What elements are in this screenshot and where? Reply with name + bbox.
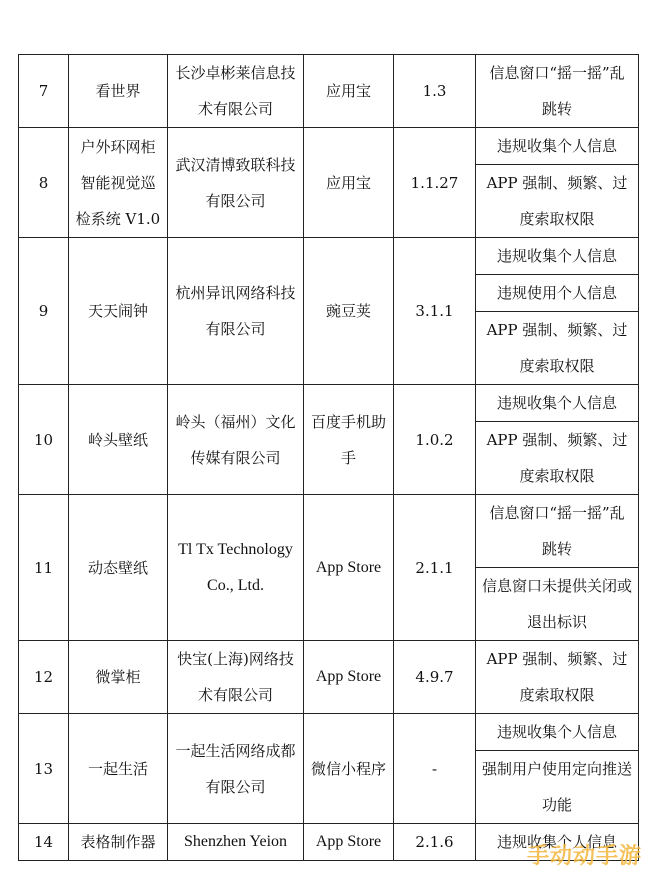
violation-issue: 信息窗口“摇一摇”乱跳转: [476, 495, 639, 568]
violation-issue: 违规收集个人信息: [476, 385, 639, 422]
app-name: 微掌柜: [69, 641, 168, 714]
row-number: 10: [19, 385, 69, 495]
app-name: 动态壁纸: [69, 495, 168, 641]
table-row: [19, 385, 639, 422]
app-version: -: [394, 714, 476, 824]
app-name: 天天闹钟: [69, 238, 168, 385]
table-row: [19, 714, 639, 751]
row-number: 14: [19, 824, 69, 861]
violation-issue: 违规收集个人信息: [476, 824, 639, 861]
app-violation-table: [18, 54, 639, 861]
developer-company: 长沙卓彬莱信息技术有限公司: [168, 55, 304, 128]
row-number: 9: [19, 238, 69, 385]
violation-issue: 违规使用个人信息: [476, 275, 639, 312]
app-version: 3.1.1: [394, 238, 476, 385]
violation-issue: 违规收集个人信息: [476, 128, 639, 165]
app-name: 岭头壁纸: [69, 385, 168, 495]
violation-issue: 违规收集个人信息: [476, 714, 639, 751]
violation-issue: 信息窗口“摇一摇”乱跳转: [476, 55, 639, 128]
table-row: [19, 238, 639, 275]
app-store: 百度手机助手: [304, 385, 394, 495]
violation-issue: 强制用户使用定向推送功能: [476, 751, 639, 824]
app-version: 1.1.27: [394, 128, 476, 238]
app-name: 户外环网柜智能视觉巡检系统 V1.0: [69, 128, 168, 238]
violation-issue: 信息窗口未提供关闭或退出标识: [476, 568, 639, 641]
row-number: 12: [19, 641, 69, 714]
developer-company: 快宝(上海)网络技术有限公司: [168, 641, 304, 714]
row-number: 13: [19, 714, 69, 824]
developer-company: 杭州异讯网络科技有限公司: [168, 238, 304, 385]
developer-company: 武汉清博致联科技有限公司: [168, 128, 304, 238]
app-name: 看世界: [69, 55, 168, 128]
developer-company: Shenzhen Yeion: [168, 824, 304, 861]
app-store: 微信小程序: [304, 714, 394, 824]
row-number: 7: [19, 55, 69, 128]
site-watermark: 手动动手游: [526, 844, 642, 869]
table-row: [19, 55, 639, 128]
violation-issue: APP 强制、频繁、过度索取权限: [476, 422, 639, 495]
app-version: 2.1.6: [394, 824, 476, 861]
app-name: 一起生活: [69, 714, 168, 824]
app-store: App Store: [304, 641, 394, 714]
table-row: [19, 128, 639, 165]
violation-issue: APP 强制、频繁、过度索取权限: [476, 312, 639, 385]
app-store: 应用宝: [304, 55, 394, 128]
app-version: 2.1.1: [394, 495, 476, 641]
app-version: 4.9.7: [394, 641, 476, 714]
app-store: 豌豆荚: [304, 238, 394, 385]
row-number: 8: [19, 128, 69, 238]
app-store: App Store: [304, 824, 394, 861]
table-row: [19, 641, 639, 714]
app-store: App Store: [304, 495, 394, 641]
app-version: 1.0.2: [394, 385, 476, 495]
app-version: 1.3: [394, 55, 476, 128]
developer-company: 一起生活网络成都有限公司: [168, 714, 304, 824]
app-name: 表格制作器: [69, 824, 168, 861]
violation-issue: 违规收集个人信息: [476, 238, 639, 275]
row-number: 11: [19, 495, 69, 641]
developer-company: Tl Tx Technology Co., Ltd.: [168, 495, 304, 641]
table-row: [19, 495, 639, 568]
app-store: 应用宝: [304, 128, 394, 238]
developer-company: 岭头（福州）文化传媒有限公司: [168, 385, 304, 495]
violation-issue: APP 强制、频繁、过度索取权限: [476, 165, 639, 238]
violation-issue: APP 强制、频繁、过度索取权限: [476, 641, 639, 714]
